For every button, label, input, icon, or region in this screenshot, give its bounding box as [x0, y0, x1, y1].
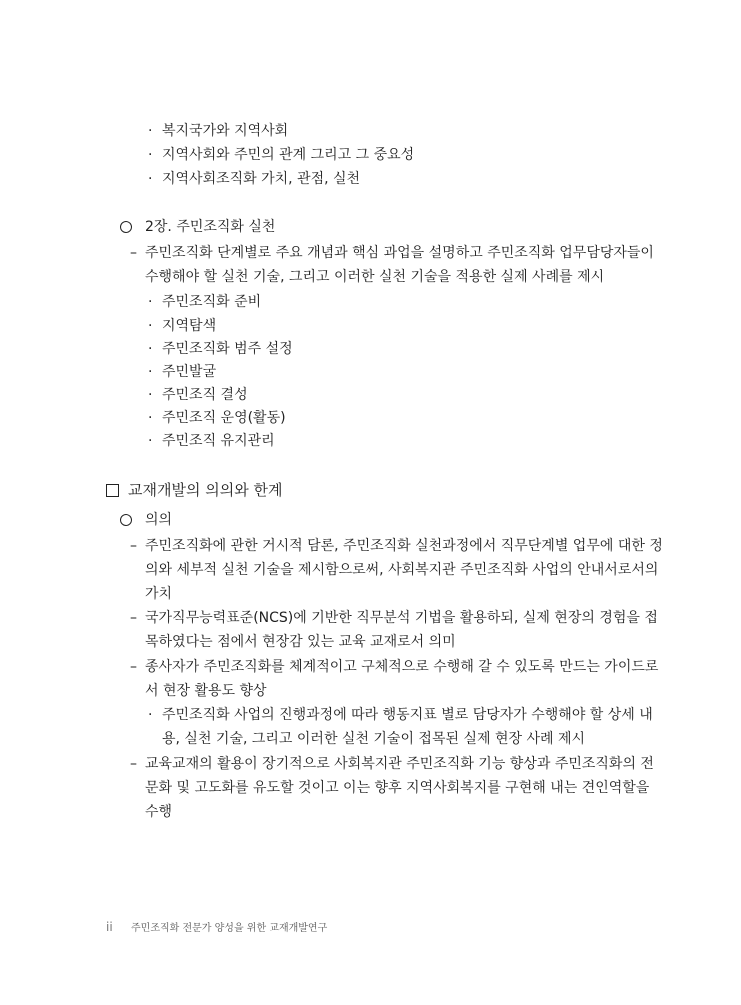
bullet-dot: · [148, 171, 153, 187]
text-line: 국가직무능력표준(NCS)에 기반한 직무분석 기법을 활용하되, 실제 현장의 경험을 접 [145, 610, 658, 626]
dash-marker: – [130, 538, 137, 554]
dash-marker: – [130, 245, 137, 261]
text-line: 수행 [145, 804, 173, 820]
chapter2-title: 2장. 주민조직화 실천 [145, 219, 276, 235]
text-line: 서 현장 활용도 향상 [145, 683, 267, 699]
dash-marker: – [130, 756, 137, 772]
text-line: 주민조직화에 관한 거시적 담론, 주민조직화 실천과정에서 직무단계별 업무에 대한 정 [145, 538, 663, 554]
text-line: 주민발굴 [162, 364, 217, 380]
text-line: 주민조직화 사업의 진행과정에 따라 행동지표 별로 담당자가 수행해야 할 상세 내 [162, 707, 653, 723]
bullet-dot: · [148, 341, 153, 357]
text-line: 지역탐색 [162, 318, 217, 334]
text-line: 주민조직화 단계별로 주요 개념과 핵심 과업을 설명하고 주민조직화 업무담당자들이 [145, 245, 654, 261]
square-bullet-icon [106, 483, 119, 503]
sub-title: 의의 [145, 512, 173, 528]
bullet-dot: · [148, 123, 153, 139]
circle-bullet-icon [120, 219, 132, 239]
text-line: 목하였다는 점에서 현장감 있는 교육 교재로서 의미 [145, 634, 456, 650]
text-line: 의와 세부적 실천 기술을 제시함으로써, 사회복지관 주민조직화 사업의 안내서로서의 [145, 562, 659, 578]
bullet-dot: · [148, 294, 153, 310]
bullet-dot: · [148, 364, 153, 380]
text-line: 주민조직 결성 [162, 387, 248, 403]
dash-marker: – [130, 659, 137, 675]
bullet-dot: · [148, 410, 153, 426]
text-line: 용, 실천 기술, 그리고 이러한 실천 기술이 접목된 실제 현장 사례 제시 [162, 731, 585, 747]
text-line: 지역사회조직화 가치, 관점, 실천 [162, 171, 361, 187]
text-line: 교육교재의 활용이 장기적으로 사회복지관 주민조직화 기능 향상과 주민조직화의 전 [145, 756, 654, 772]
text-line: 주민조직화 범주 설정 [162, 341, 293, 357]
bullet-dot: · [148, 318, 153, 334]
bullet-dot: · [148, 433, 153, 449]
text-line: 주민조직 유지관리 [162, 433, 275, 449]
text-line: 가치 [145, 586, 173, 602]
page-number: ii [106, 920, 113, 934]
bullet-dot: · [148, 707, 153, 723]
text-line: 주민조직 운영(활동) [162, 410, 286, 426]
text-line: 수행해야 할 실천 기술, 그리고 이러한 실천 기술을 적용한 실제 사례를 제시 [145, 269, 605, 285]
section-title: 교재개발의 의의와 한계 [128, 481, 283, 499]
circle-bullet-icon [120, 512, 132, 532]
text-line: 문화 및 고도화를 유도할 것이고 이는 향후 지역사회복지를 구현해 내는 견인역할을 [145, 780, 650, 796]
text-line: 종사자가 주민조직화를 체계적이고 구체적으로 수행해 갈 수 있도록 만드는 가이드로 [145, 659, 659, 675]
text-line: 복지국가와 지역사회 [162, 123, 289, 139]
bullet-dot: · [148, 147, 153, 163]
text-line: 지역사회와 주민의 관계 그리고 그 중요성 [162, 147, 415, 163]
text-line: 주민조직화 준비 [162, 294, 262, 310]
dash-marker: – [130, 610, 137, 626]
footer-text: 주민조직화 전문가 양성을 위한 교재개발연구 [131, 923, 328, 934]
bullet-dot: · [148, 387, 153, 403]
